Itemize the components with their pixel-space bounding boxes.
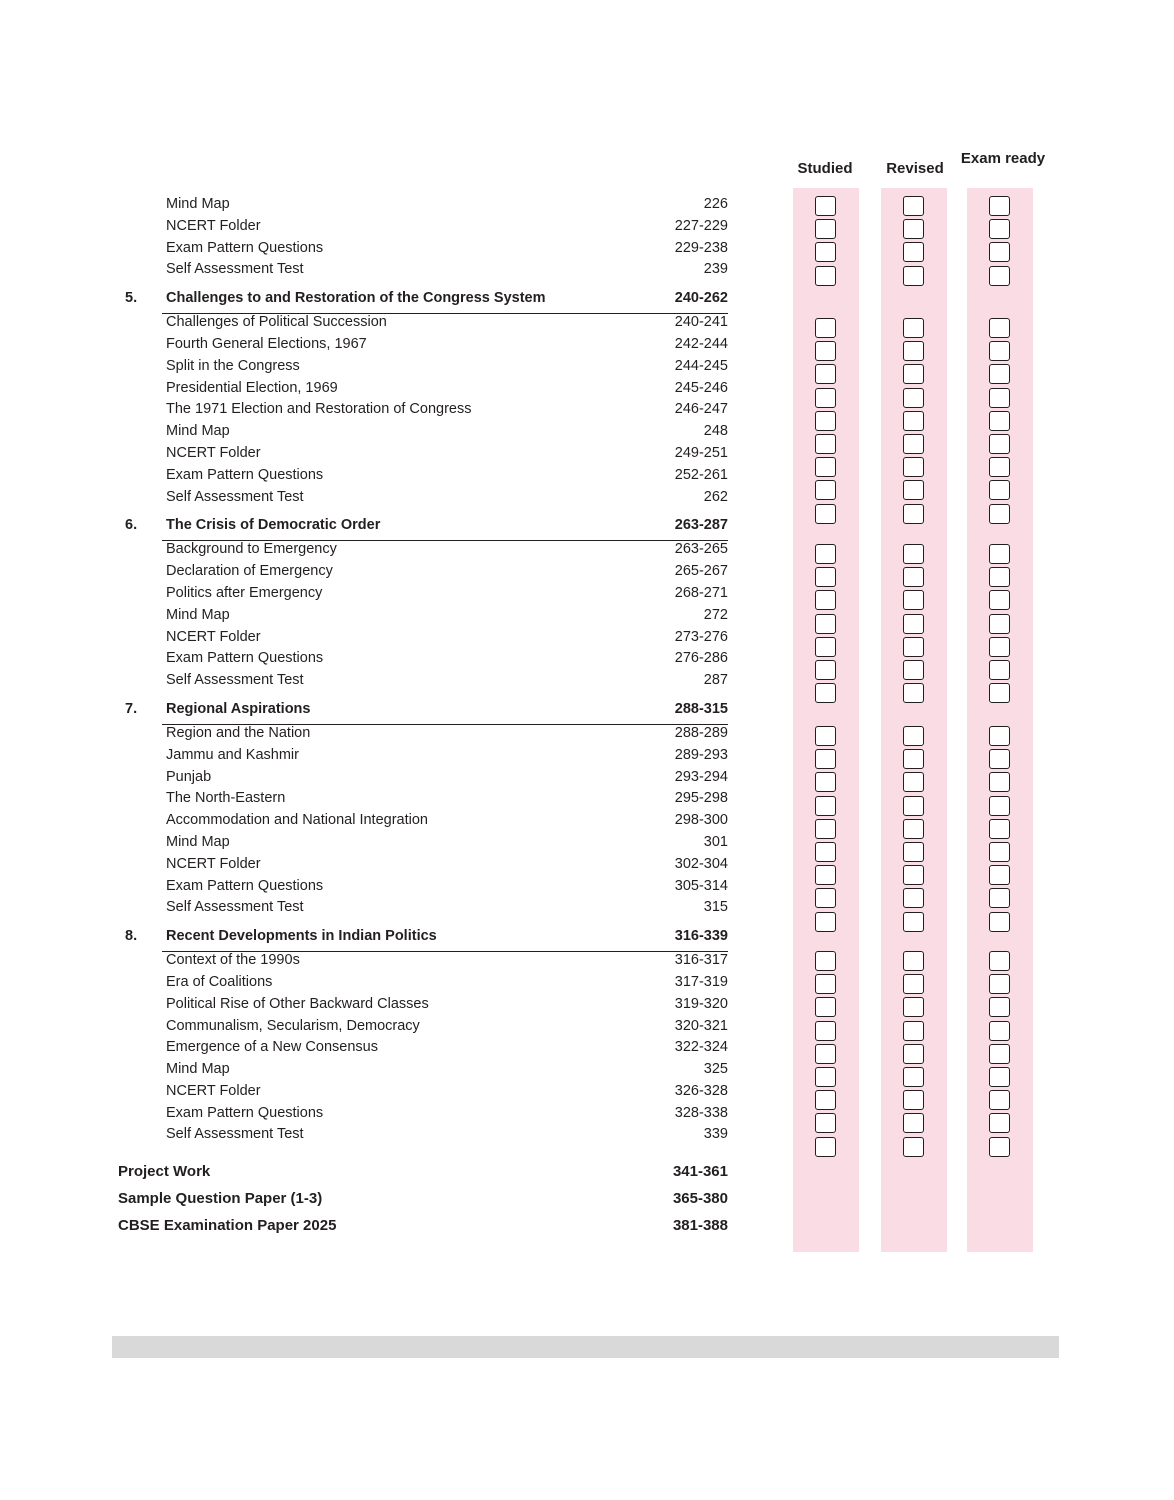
checkbox-studied[interactable]	[815, 434, 836, 454]
toc-entry-row	[118, 856, 728, 878]
entry-title: NCERT Folder	[166, 1082, 261, 1099]
page-range: 272	[703, 606, 728, 623]
page-range: 248	[703, 423, 728, 440]
checkbox-exam-ready[interactable]	[989, 544, 1010, 564]
checkbox-studied[interactable]	[815, 590, 836, 610]
checkbox-revised[interactable]	[903, 1021, 924, 1041]
checkbox-studied[interactable]	[815, 997, 836, 1017]
page-range: 263-287	[674, 517, 728, 534]
page-range: 287	[703, 672, 728, 689]
page-range: 226	[703, 196, 728, 212]
page-range: 273-276	[674, 628, 728, 645]
checkbox-studied[interactable]	[815, 1113, 836, 1133]
toc-entry-row	[118, 467, 728, 489]
toc-entry-row	[118, 261, 728, 283]
toc-entry-row	[118, 563, 728, 585]
checkbox-revised[interactable]	[903, 1113, 924, 1133]
checkbox-studied[interactable]	[815, 242, 836, 262]
footer-page-range: 365-380	[672, 1190, 728, 1207]
checkbox-revised[interactable]	[903, 434, 924, 454]
checkbox-studied[interactable]	[815, 796, 836, 816]
checkbox-studied[interactable]	[815, 1090, 836, 1110]
checkbox-exam-ready[interactable]	[989, 819, 1010, 839]
chapter-number: 5.	[125, 290, 138, 307]
checkbox-revised[interactable]	[903, 819, 924, 839]
checkbox-exam-ready[interactable]	[989, 341, 1010, 361]
checkbox-revised[interactable]	[903, 318, 924, 338]
checkbox-studied[interactable]	[815, 567, 836, 587]
entry-title: Self Assessment Test	[166, 672, 304, 689]
entry-title: Exam Pattern Questions	[166, 239, 324, 256]
page-range: 249-251	[674, 444, 728, 461]
toc-entry-row	[118, 489, 728, 511]
checkbox-studied[interactable]	[815, 819, 836, 839]
checkbox-revised[interactable]	[903, 364, 924, 384]
checkbox-studied[interactable]	[815, 912, 836, 932]
page-range: 326-328	[674, 1082, 728, 1099]
toc-entry-row	[118, 650, 728, 672]
toc-chapter-row	[118, 288, 728, 314]
entry-title: Politics after Emergency	[166, 584, 323, 601]
checkbox-revised[interactable]	[903, 772, 924, 792]
toc-entry-row	[118, 899, 728, 921]
chapter-number: 8.	[125, 928, 138, 945]
checkbox-revised[interactable]	[903, 590, 924, 610]
page-range: 276-286	[674, 650, 728, 667]
entry-title: NCERT Folder	[166, 217, 261, 234]
checkbox-revised[interactable]	[903, 196, 924, 216]
checkbox-exam-ready[interactable]	[989, 1113, 1010, 1133]
toc-entry-row	[118, 196, 728, 218]
page-range: 246-247	[674, 401, 728, 418]
toc-entry-row	[118, 445, 728, 467]
checkbox-revised[interactable]	[903, 660, 924, 680]
entry-title: The 1971 Election and Restoration of Congress	[166, 401, 472, 418]
checkbox-revised[interactable]	[903, 266, 924, 286]
page-range: 298-300	[674, 812, 728, 829]
checkbox-studied[interactable]	[815, 749, 836, 769]
entry-title: Mind Map	[166, 1061, 230, 1078]
page-range: 239	[703, 261, 728, 278]
page-range: 242-244	[674, 335, 728, 352]
checkbox-exam-ready[interactable]	[989, 504, 1010, 524]
toc-footer-row	[118, 1163, 728, 1190]
checkbox-studied[interactable]	[815, 865, 836, 885]
checklist-column-headers	[770, 146, 1060, 188]
checkbox-revised[interactable]	[903, 1090, 924, 1110]
entry-title: Self Assessment Test	[166, 899, 304, 916]
checkbox-exam-ready[interactable]	[989, 1021, 1010, 1041]
checkbox-studied[interactable]	[815, 614, 836, 634]
page-range: 268-271	[674, 584, 728, 601]
checkbox-exam-ready[interactable]	[989, 219, 1010, 239]
checkbox-exam-ready[interactable]	[989, 951, 1010, 971]
entry-title: Self Assessment Test	[166, 488, 304, 505]
toc-chapter-row	[118, 699, 728, 725]
checkbox-revised[interactable]	[903, 1044, 924, 1064]
footer-entry-title: Sample Question Paper (1-3)	[118, 1190, 323, 1207]
entry-title: Presidential Election, 1969	[166, 379, 338, 396]
page-range: 328-338	[674, 1104, 728, 1121]
checkbox-exam-ready[interactable]	[989, 411, 1010, 431]
page-range: 305-314	[674, 877, 728, 894]
table-of-contents	[118, 196, 728, 1148]
checkbox-exam-ready[interactable]	[989, 266, 1010, 286]
checkbox-studied[interactable]	[815, 1137, 836, 1157]
page-range: 302-304	[674, 855, 728, 872]
checkbox-revised[interactable]	[903, 219, 924, 239]
checkbox-exam-ready[interactable]	[989, 614, 1010, 634]
checkbox-revised[interactable]	[903, 544, 924, 564]
page-range: 293-294	[674, 768, 728, 785]
entry-title: Political Rise of Other Backward Classes	[166, 995, 429, 1012]
page-range: 240-241	[674, 314, 728, 331]
entry-title: Mind Map	[166, 196, 230, 212]
entry-title: Exam Pattern Questions	[166, 1104, 324, 1121]
footer-entry-title: Project Work	[118, 1163, 211, 1180]
entry-title: Fourth General Elections, 1967	[166, 335, 367, 352]
checkbox-studied[interactable]	[815, 504, 836, 524]
page-range: 320-321	[674, 1017, 728, 1034]
toc-entry-row	[118, 607, 728, 629]
checkbox-studied[interactable]	[815, 457, 836, 477]
entry-title: Mind Map	[166, 423, 230, 440]
page-range: 317-319	[674, 973, 728, 990]
checkbox-exam-ready[interactable]	[989, 660, 1010, 680]
page-range: 240-262	[674, 290, 728, 307]
toc-entry-row	[118, 834, 728, 856]
page-range: 227-229	[674, 217, 728, 234]
checkbox-exam-ready[interactable]	[989, 772, 1010, 792]
toc-entry-row	[118, 974, 728, 996]
entry-title: Communalism, Secularism, Democracy	[166, 1017, 420, 1034]
entry-title: Punjab	[166, 768, 212, 785]
page-range: 301	[703, 833, 728, 850]
page-range: 339	[703, 1126, 728, 1143]
toc-entry-row	[118, 629, 728, 651]
page-range: 263-265	[674, 541, 728, 558]
chapter-title: The Crisis of Democratic Order	[166, 517, 381, 534]
toc-entry-row	[118, 1039, 728, 1061]
entry-title: NCERT Folder	[166, 855, 261, 872]
checkbox-revised[interactable]	[903, 842, 924, 862]
checkbox-exam-ready[interactable]	[989, 865, 1010, 885]
checkbox-exam-ready[interactable]	[989, 242, 1010, 262]
toc-entry-row	[118, 380, 728, 402]
checkbox-exam-ready[interactable]	[989, 434, 1010, 454]
chapter-title: Recent Developments in Indian Politics	[166, 928, 437, 945]
page-range: 262	[703, 488, 728, 505]
checkbox-studied[interactable]	[815, 219, 836, 239]
checkbox-revised[interactable]	[903, 796, 924, 816]
chapter-title: Regional Aspirations	[166, 700, 311, 717]
checkbox-exam-ready[interactable]	[989, 997, 1010, 1017]
checkbox-revised[interactable]	[903, 504, 924, 524]
entry-title: Split in the Congress	[166, 357, 300, 374]
toc-entry-row	[118, 996, 728, 1018]
entry-title: Accommodation and National Integration	[166, 812, 428, 829]
entry-title: Emergence of a New Consensus	[166, 1039, 378, 1056]
checkbox-exam-ready[interactable]	[989, 974, 1010, 994]
entry-title: Challenges of Political Succession	[166, 314, 387, 331]
checkbox-exam-ready[interactable]	[989, 388, 1010, 408]
toc-chapter-row	[118, 515, 728, 541]
checkbox-studied[interactable]	[815, 726, 836, 746]
checkbox-exam-ready[interactable]	[989, 1067, 1010, 1087]
toc-entry-row	[118, 218, 728, 240]
page-range: 325	[703, 1061, 728, 1078]
checkbox-studied[interactable]	[815, 772, 836, 792]
checkbox-exam-ready[interactable]	[989, 318, 1010, 338]
checkbox-studied[interactable]	[815, 318, 836, 338]
page-range: 289-293	[674, 746, 728, 763]
checkbox-exam-ready[interactable]	[989, 888, 1010, 908]
checkbox-exam-ready[interactable]	[989, 590, 1010, 610]
checkbox-exam-ready[interactable]	[989, 364, 1010, 384]
page-range: 315	[703, 899, 728, 916]
checkbox-studied[interactable]	[815, 544, 836, 564]
checkbox-studied[interactable]	[815, 683, 836, 703]
checkbox-studied[interactable]	[815, 888, 836, 908]
toc-entry-row	[118, 878, 728, 900]
toc-entry-row	[118, 401, 728, 423]
toc-entry-row	[118, 585, 728, 607]
checkbox-revised[interactable]	[903, 749, 924, 769]
page-range: 295-298	[674, 790, 728, 807]
page-range: 319-320	[674, 995, 728, 1012]
checkbox-studied[interactable]	[815, 364, 836, 384]
footer-entry-title: CBSE Examination Paper 2025	[118, 1217, 337, 1234]
chapter-number: 6.	[125, 517, 138, 534]
checkbox-exam-ready[interactable]	[989, 842, 1010, 862]
checkbox-revised[interactable]	[903, 974, 924, 994]
page-range: 316-317	[674, 952, 728, 969]
checkbox-studied[interactable]	[815, 341, 836, 361]
entry-title: Era of Coalitions	[166, 973, 273, 990]
column-header-revised: Revised	[886, 160, 944, 177]
page-range: 229-238	[674, 239, 728, 256]
toc-entry-row	[118, 1083, 728, 1105]
toc-entry-row	[118, 1061, 728, 1083]
toc-entry-row	[118, 790, 728, 812]
toc-entry-row	[118, 358, 728, 380]
checkbox-studied[interactable]	[815, 1021, 836, 1041]
page-range: 265-267	[674, 563, 728, 580]
toc-entry-row	[118, 423, 728, 445]
entry-title: Exam Pattern Questions	[166, 877, 324, 894]
toc-entry-row	[118, 314, 728, 336]
entry-title: Self Assessment Test	[166, 1126, 304, 1143]
toc-entry-row	[118, 1126, 728, 1148]
checkbox-exam-ready[interactable]	[989, 912, 1010, 932]
page-range: 288-315	[674, 700, 728, 717]
entry-title: Declaration of Emergency	[166, 563, 333, 580]
checkbox-studied[interactable]	[815, 1067, 836, 1087]
chapter-title: Challenges to and Restoration of the Congress System	[166, 290, 546, 307]
toc-entry-row	[118, 672, 728, 694]
toc-entry-row	[118, 769, 728, 791]
checkbox-revised[interactable]	[903, 637, 924, 657]
checkbox-revised[interactable]	[903, 997, 924, 1017]
toc-entry-row	[118, 541, 728, 563]
checkbox-studied[interactable]	[815, 266, 836, 286]
entry-title: NCERT Folder	[166, 628, 261, 645]
page-range: 322-324	[674, 1039, 728, 1056]
checkbox-exam-ready[interactable]	[989, 1090, 1010, 1110]
checkbox-exam-ready[interactable]	[989, 726, 1010, 746]
checkbox-studied[interactable]	[815, 974, 836, 994]
checkbox-studied[interactable]	[815, 637, 836, 657]
checkbox-exam-ready[interactable]	[989, 567, 1010, 587]
entry-title: Exam Pattern Questions	[166, 466, 324, 483]
entry-title: Exam Pattern Questions	[166, 650, 324, 667]
checkbox-studied[interactable]	[815, 951, 836, 971]
checkbox-revised[interactable]	[903, 683, 924, 703]
checkbox-studied[interactable]	[815, 411, 836, 431]
toc-footer-entries	[118, 1163, 728, 1244]
toc-entry-row	[118, 952, 728, 974]
page-range: 245-246	[674, 379, 728, 396]
checkbox-strip-studied	[793, 188, 859, 1252]
page-range: 288-289	[674, 724, 728, 741]
footer-page-range: 381-388	[672, 1217, 728, 1234]
chapter-number: 7.	[125, 700, 138, 717]
footer-page-range: 341-361	[672, 1163, 728, 1180]
checkbox-studied[interactable]	[815, 196, 836, 216]
checkbox-exam-ready[interactable]	[989, 683, 1010, 703]
checkbox-revised[interactable]	[903, 865, 924, 885]
entry-title: Jammu and Kashmir	[166, 746, 299, 763]
entry-title: The North-Eastern	[166, 790, 286, 807]
checkbox-exam-ready[interactable]	[989, 457, 1010, 477]
checkbox-revised[interactable]	[903, 726, 924, 746]
checkbox-revised[interactable]	[903, 388, 924, 408]
entry-title: NCERT Folder	[166, 444, 261, 461]
checkbox-revised[interactable]	[903, 341, 924, 361]
checkbox-exam-ready[interactable]	[989, 480, 1010, 500]
checkbox-revised[interactable]	[903, 614, 924, 634]
checkbox-revised[interactable]	[903, 457, 924, 477]
toc-entry-row	[118, 1018, 728, 1040]
checkbox-revised[interactable]	[903, 480, 924, 500]
entry-title: Context of the 1990s	[166, 952, 300, 969]
checkbox-revised[interactable]	[903, 1137, 924, 1157]
column-header-exam-ready: Exam ready	[960, 150, 1046, 167]
toc-footer-row	[118, 1217, 728, 1244]
entry-title: Self Assessment Test	[166, 261, 304, 278]
checkbox-revised[interactable]	[903, 912, 924, 932]
toc-entry-row	[118, 812, 728, 834]
column-header-studied: Studied	[797, 160, 853, 177]
checkbox-exam-ready[interactable]	[989, 1044, 1010, 1064]
checkbox-revised[interactable]	[903, 888, 924, 908]
checkbox-studied[interactable]	[815, 660, 836, 680]
toc-entry-row	[118, 240, 728, 262]
checkbox-revised[interactable]	[903, 242, 924, 262]
checkbox-exam-ready[interactable]	[989, 196, 1010, 216]
page-range: 252-261	[674, 466, 728, 483]
toc-entry-row	[118, 747, 728, 769]
toc-entry-row	[118, 1105, 728, 1127]
entry-title: Mind Map	[166, 833, 230, 850]
page-range: 244-245	[674, 357, 728, 374]
checkbox-revised[interactable]	[903, 1067, 924, 1087]
checkbox-exam-ready[interactable]	[989, 749, 1010, 769]
checkbox-revised[interactable]	[903, 951, 924, 971]
checkbox-strip-exam-ready	[967, 188, 1033, 1252]
checkbox-exam-ready[interactable]	[989, 1137, 1010, 1157]
checkbox-exam-ready[interactable]	[989, 637, 1010, 657]
toc-entry-row	[118, 725, 728, 747]
entry-title: Background to Emergency	[166, 541, 337, 558]
page-range: 316-339	[674, 928, 728, 945]
checkbox-studied[interactable]	[815, 480, 836, 500]
checkbox-studied[interactable]	[815, 388, 836, 408]
footer-bar	[112, 1336, 1059, 1358]
checkbox-revised[interactable]	[903, 411, 924, 431]
checkbox-strip-revised	[881, 188, 947, 1252]
checkbox-revised[interactable]	[903, 567, 924, 587]
entry-title: Region and the Nation	[166, 724, 311, 741]
checkbox-exam-ready[interactable]	[989, 796, 1010, 816]
checkbox-studied[interactable]	[815, 1044, 836, 1064]
toc-footer-row	[118, 1190, 728, 1217]
toc-entry-row	[118, 336, 728, 358]
entry-title: Mind Map	[166, 606, 230, 623]
checkbox-studied[interactable]	[815, 842, 836, 862]
toc-chapter-row	[118, 926, 728, 952]
